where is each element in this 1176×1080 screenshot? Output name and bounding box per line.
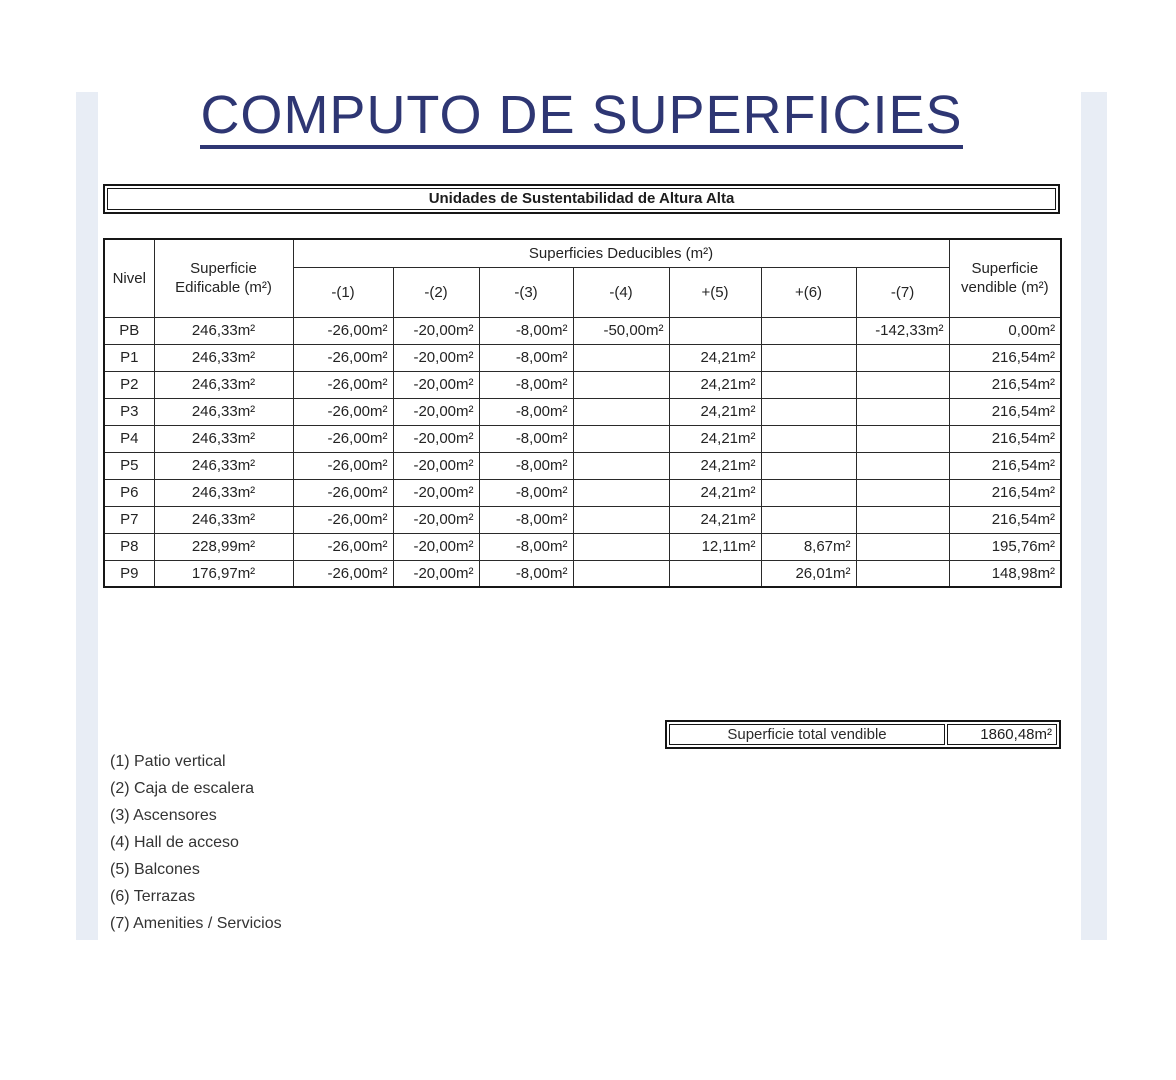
value-cell: -26,00m²: [293, 479, 393, 506]
nivel-cell: P8: [104, 533, 154, 560]
value-cell: 246,33m²: [154, 452, 293, 479]
value-cell: 246,33m²: [154, 398, 293, 425]
value-cell: -8,00m²: [479, 452, 573, 479]
vendible-cell: 216,54m²: [949, 479, 1061, 506]
value-cell: -20,00m²: [393, 452, 479, 479]
value-cell: -50,00m²: [573, 317, 669, 344]
value-cell: -8,00m²: [479, 560, 573, 587]
value-cell: [761, 479, 856, 506]
nivel-cell: P5: [104, 452, 154, 479]
header-edificable-line1: Superficie: [190, 260, 257, 278]
table-row: [104, 317, 1061, 344]
vendible-cell: 195,76m²: [949, 533, 1061, 560]
value-cell: [856, 425, 949, 452]
nivel-cell: P1: [104, 344, 154, 371]
value-cell: -26,00m²: [293, 371, 393, 398]
value-cell: 12,11m²: [669, 533, 761, 560]
value-cell: [761, 371, 856, 398]
value-cell: [856, 371, 949, 398]
value-cell: [761, 425, 856, 452]
value-cell: -26,00m²: [293, 425, 393, 452]
nivel-cell: P4: [104, 425, 154, 452]
value-cell: -8,00m²: [479, 425, 573, 452]
footnote-item: (7) Amenities / Servicios: [110, 915, 282, 932]
value-cell: -20,00m²: [393, 506, 479, 533]
header-deducible-col: -(3): [479, 267, 573, 317]
value-cell: 24,21m²: [669, 398, 761, 425]
value-cell: [856, 452, 949, 479]
footnote-item: (6) Terrazas: [110, 888, 196, 905]
value-cell: [573, 506, 669, 533]
table-body: [104, 317, 1061, 587]
value-cell: -8,00m²: [479, 317, 573, 344]
vendible-cell: 216,54m²: [949, 452, 1061, 479]
subtitle-box: [103, 184, 1060, 214]
page-title-text: COMPUTO DE SUPERFICIES: [200, 88, 962, 149]
total-box: [665, 720, 1061, 749]
nivel-cell: P3: [104, 398, 154, 425]
value-cell: -8,00m²: [479, 533, 573, 560]
value-cell: 24,21m²: [669, 479, 761, 506]
value-cell: -20,00m²: [393, 398, 479, 425]
value-cell: -8,00m²: [479, 506, 573, 533]
total-label: Superficie total vendible: [669, 724, 945, 745]
value-cell: -26,00m²: [293, 560, 393, 587]
value-cell: 24,21m²: [669, 371, 761, 398]
value-cell: 24,21m²: [669, 452, 761, 479]
value-cell: 246,33m²: [154, 317, 293, 344]
table-header: [104, 239, 1061, 317]
value-cell: [856, 560, 949, 587]
footnotes-list: [110, 751, 282, 940]
footnote-item: (5) Balcones: [110, 861, 200, 878]
footnote-item: (1) Patio vertical: [110, 753, 226, 770]
value-cell: [573, 371, 669, 398]
value-cell: [761, 452, 856, 479]
page-title: [103, 84, 1060, 149]
header-nivel: Nivel: [104, 239, 154, 317]
value-cell: [669, 317, 761, 344]
header-deducible-col: +(6): [761, 267, 856, 317]
value-cell: [856, 344, 949, 371]
value-cell: 246,33m²: [154, 506, 293, 533]
value-cell: [573, 344, 669, 371]
subtitle-text: Unidades de Sustentabilidad de Altura Alta: [107, 188, 1056, 210]
value-cell: 26,01m²: [761, 560, 856, 587]
table-row: [104, 452, 1061, 479]
value-cell: [573, 398, 669, 425]
value-cell: [573, 425, 669, 452]
table-row: [104, 506, 1061, 533]
header-group-row: [104, 239, 1061, 267]
vendible-cell: 216,54m²: [949, 344, 1061, 371]
value-cell: [669, 560, 761, 587]
footnote-item: (2) Caja de escalera: [110, 780, 255, 797]
value-cell: -26,00m²: [293, 344, 393, 371]
value-cell: [573, 533, 669, 560]
value-cell: [573, 452, 669, 479]
value-cell: -8,00m²: [479, 344, 573, 371]
header-vendible: [949, 239, 1061, 317]
value-cell: 246,33m²: [154, 425, 293, 452]
value-cell: -26,00m²: [293, 506, 393, 533]
value-cell: -142,33m²: [856, 317, 949, 344]
value-cell: [761, 344, 856, 371]
value-cell: [856, 506, 949, 533]
table-row: [104, 533, 1061, 560]
table-row: [104, 398, 1061, 425]
value-cell: [761, 506, 856, 533]
value-cell: 8,67m²: [761, 533, 856, 560]
value-cell: [761, 398, 856, 425]
value-cell: [573, 479, 669, 506]
vendible-cell: 216,54m²: [949, 506, 1061, 533]
value-cell: 24,21m²: [669, 506, 761, 533]
value-cell: -20,00m²: [393, 317, 479, 344]
vendible-cell: 216,54m²: [949, 371, 1061, 398]
value-cell: -20,00m²: [393, 344, 479, 371]
header-edificable-line2: Edificable (m²): [175, 279, 272, 297]
value-cell: [856, 398, 949, 425]
header-deducible-col: -(2): [393, 267, 479, 317]
value-cell: -8,00m²: [479, 371, 573, 398]
header-deducible-col: -(7): [856, 267, 949, 317]
value-cell: 24,21m²: [669, 344, 761, 371]
value-cell: [761, 317, 856, 344]
value-cell: 24,21m²: [669, 425, 761, 452]
value-cell: -26,00m²: [293, 533, 393, 560]
nivel-cell: P7: [104, 506, 154, 533]
nivel-cell: PB: [104, 317, 154, 344]
value-cell: -20,00m²: [393, 479, 479, 506]
total-value: 1860,48m²: [947, 724, 1057, 745]
value-cell: -20,00m²: [393, 425, 479, 452]
vendible-cell: 216,54m²: [949, 425, 1061, 452]
value-cell: 246,33m²: [154, 344, 293, 371]
value-cell: 176,97m²: [154, 560, 293, 587]
left-margin-strip: [76, 92, 98, 940]
value-cell: 246,33m²: [154, 479, 293, 506]
value-cell: -8,00m²: [479, 398, 573, 425]
value-cell: [856, 533, 949, 560]
header-vendible-line2: vendible (m²): [961, 279, 1049, 297]
header-deducibles-group: Superficies Deducibles (m²): [293, 239, 949, 267]
value-cell: -20,00m²: [393, 371, 479, 398]
table-row: [104, 560, 1061, 587]
value-cell: -26,00m²: [293, 452, 393, 479]
footnote-item: (3) Ascensores: [110, 807, 217, 824]
nivel-cell: P2: [104, 371, 154, 398]
header-deducible-col: -(1): [293, 267, 393, 317]
surfaces-table: [103, 238, 1062, 588]
header-deducible-col: +(5): [669, 267, 761, 317]
header-edificable: [154, 239, 293, 317]
vendible-cell: 216,54m²: [949, 398, 1061, 425]
value-cell: -26,00m²: [293, 317, 393, 344]
value-cell: [573, 560, 669, 587]
header-vendible-line1: Superficie: [971, 260, 1039, 278]
vendible-cell: 148,98m²: [949, 560, 1061, 587]
nivel-cell: P9: [104, 560, 154, 587]
header-deducible-col: -(4): [573, 267, 669, 317]
table-row: [104, 425, 1061, 452]
value-cell: -8,00m²: [479, 479, 573, 506]
value-cell: -26,00m²: [293, 398, 393, 425]
value-cell: -20,00m²: [393, 533, 479, 560]
right-margin-strip: [1081, 92, 1107, 940]
value-cell: 246,33m²: [154, 371, 293, 398]
value-cell: [856, 479, 949, 506]
value-cell: -20,00m²: [393, 560, 479, 587]
vendible-cell: 0,00m²: [949, 317, 1061, 344]
nivel-cell: P6: [104, 479, 154, 506]
table-row: [104, 371, 1061, 398]
value-cell: 228,99m²: [154, 533, 293, 560]
footnote-item: (4) Hall de acceso: [110, 834, 239, 851]
table-row: [104, 479, 1061, 506]
table-row: [104, 344, 1061, 371]
